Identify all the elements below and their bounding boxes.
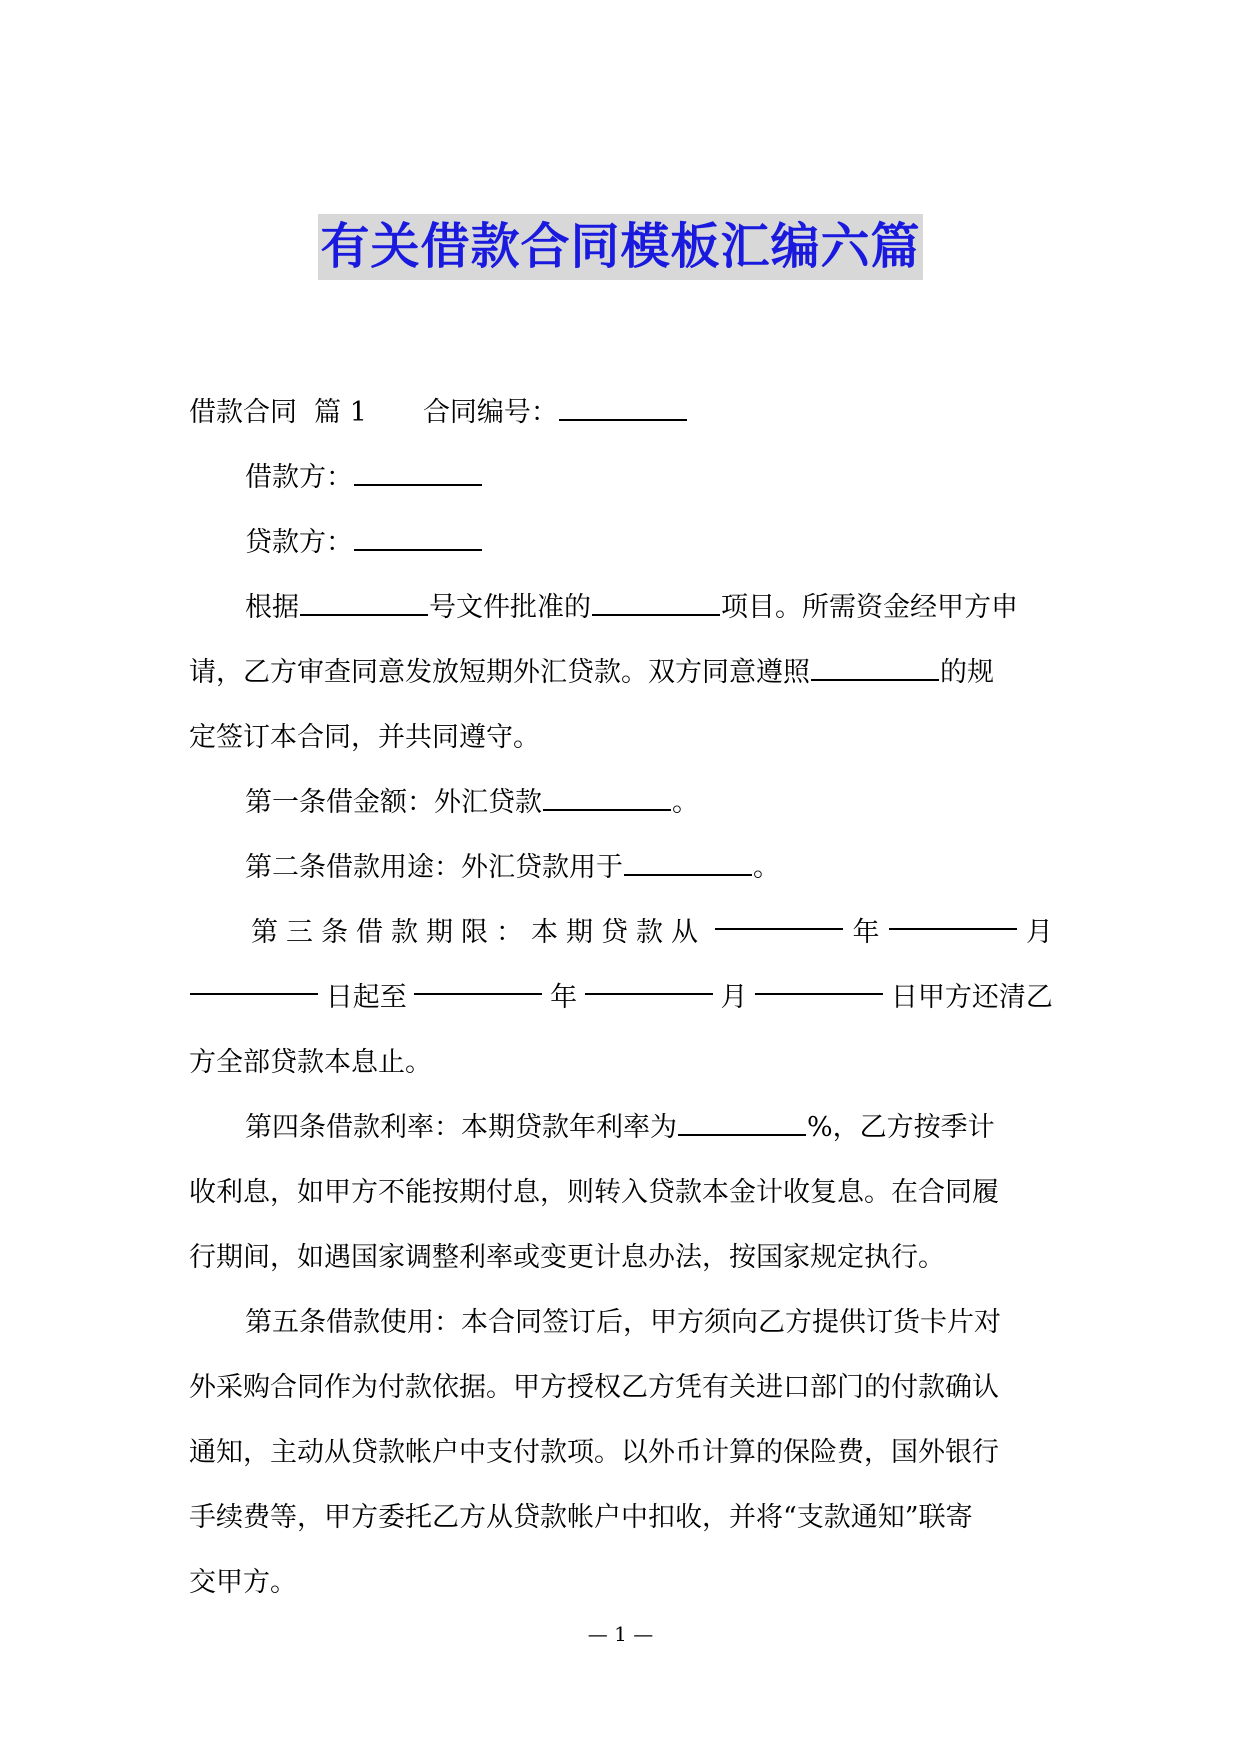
- interest-rate-blank: [678, 1106, 806, 1136]
- document-title: 有关借款合同模板汇编六篇: [318, 214, 922, 280]
- lender-line: [189, 510, 1053, 575]
- end-day-blank: [755, 965, 883, 995]
- article-4-line1: [189, 1095, 1053, 1160]
- paragraph-basis-line2: [189, 640, 1053, 705]
- text-segment: 月: [720, 982, 748, 1013]
- loan-amount-blank: [543, 781, 671, 811]
- start-year-blank: [715, 900, 843, 930]
- text-segment: 年: [550, 982, 578, 1013]
- end-month-blank: [585, 965, 713, 995]
- end-year-blank: [414, 965, 542, 995]
- article-5-line5: 交甲方。: [189, 1567, 297, 1598]
- text-segment: 。: [672, 787, 699, 818]
- text-segment: 第三条借款期限：本期贷款从: [251, 917, 706, 948]
- article-2: [189, 835, 1053, 900]
- start-day-blank: [190, 965, 318, 995]
- article-3-line1: [189, 900, 1053, 965]
- text-segment: 项目。所需资金经甲方申: [721, 592, 1018, 623]
- text-segment: 的规: [940, 657, 994, 688]
- text-segment: %，乙方按季计: [807, 1112, 995, 1143]
- text-segment: 日甲方还清乙: [890, 982, 1053, 1013]
- text-segment: 第一条借金额：外汇贷款: [245, 787, 542, 818]
- project-blank: [592, 586, 720, 616]
- borrower-label: 借款方：: [245, 462, 353, 493]
- article-5-line2: 外采购合同作为付款依据。甲方授权乙方凭有关进口部门的付款确认: [189, 1372, 999, 1403]
- text-segment: 月: [1026, 917, 1053, 948]
- text-segment: 请，乙方审查同意发放短期外汇贷款。双方同意遵照: [189, 657, 810, 688]
- article-5-line4: 手续费等，甲方委托乙方从贷款帐户中扣收，并将“支款通知”联寄: [189, 1502, 973, 1533]
- page-number: — 1 —: [587, 1622, 654, 1646]
- text-segment: 根据: [245, 592, 299, 623]
- article-3-line3: 方全部贷款本息止。: [189, 1047, 432, 1078]
- lender-blank: [354, 521, 482, 551]
- paragraph-basis-line1: [189, 575, 1053, 640]
- doc-number-blank: [300, 586, 428, 616]
- article-4-line2: 收利息，如甲方不能按期付息，则转入贷款本金计收复息。在合同履: [189, 1177, 999, 1208]
- article-4-line3: 行期间，如遇国家调整利率或变更计息办法，按国家规定执行。: [189, 1242, 945, 1273]
- lender-label: 贷款方：: [245, 527, 353, 558]
- text-segment: 号文件批准的: [429, 592, 591, 623]
- contract-heading-label: 借款合同 篇 1: [189, 397, 367, 428]
- paragraph-basis-line3: 定签订本合同，并共同遵守。: [189, 722, 540, 753]
- title-container: [0, 214, 1241, 280]
- text-segment: 第四条借款利率：本期贷款年利率为: [245, 1112, 677, 1143]
- text-segment: 。: [753, 852, 780, 883]
- article-5-line3: 通知，主动从贷款帐户中支付款项。以外币计算的保险费，国外银行: [189, 1437, 999, 1468]
- document-body: [189, 380, 1053, 1615]
- contract-number-blank: [559, 391, 687, 421]
- contract-heading: [189, 380, 1053, 445]
- regulation-blank: [811, 651, 939, 681]
- loan-purpose-blank: [624, 846, 752, 876]
- text-segment: 第二条借款用途：外汇贷款用于: [245, 852, 623, 883]
- text-segment: 年: [852, 917, 880, 948]
- borrower-blank: [354, 456, 482, 486]
- start-month-blank: [889, 900, 1017, 930]
- article-1: [189, 770, 1053, 835]
- contract-number-label: 合同编号：: [422, 397, 558, 428]
- article-3-line2: [189, 965, 1053, 1030]
- text-segment: 日起至: [325, 982, 407, 1013]
- borrower-line: [189, 445, 1053, 510]
- article-5-line1: 第五条借款使用：本合同签订后，甲方须向乙方提供订货卡片对: [245, 1307, 1001, 1338]
